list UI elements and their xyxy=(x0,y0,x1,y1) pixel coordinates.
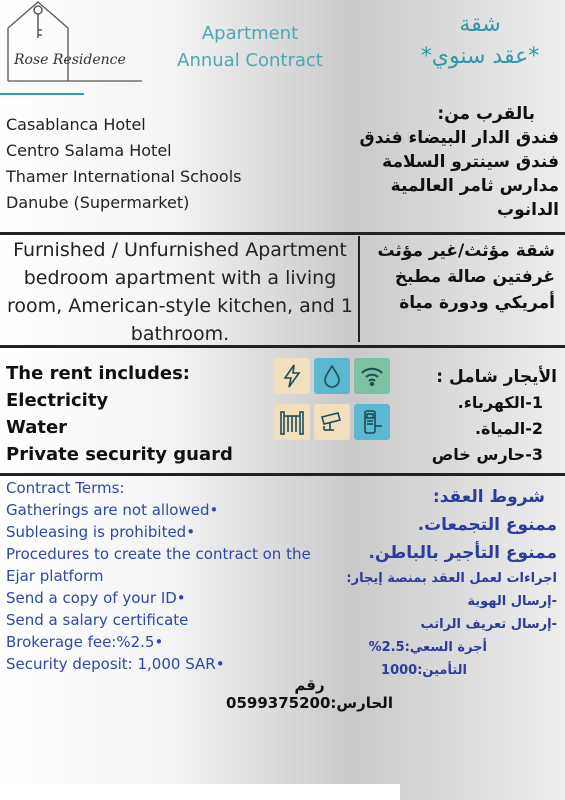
nearby-item-ar: فندق الدار البيضاء فندق xyxy=(359,128,559,148)
apartment-line: bedroom apartment with a living xyxy=(23,267,337,289)
terms-item: Send a salary certificate xyxy=(6,611,189,629)
logo-frame xyxy=(6,0,144,82)
guard-phone: رقم الحارس:0599375200 xyxy=(226,676,393,712)
nearby-item: Centro Salama Hotel xyxy=(6,141,172,160)
nearby-item: Danube (Supermarket) xyxy=(6,193,190,212)
bottom-strip xyxy=(0,784,400,800)
rent-item: Electricity xyxy=(6,390,109,411)
gate-icon xyxy=(274,404,310,440)
rent-heading-ar: الأيجار شامل : xyxy=(436,367,557,387)
apartment-description-ar xyxy=(345,238,555,316)
title-ar-line2: *عقد سنوي* xyxy=(420,44,540,69)
apartment-line: room, American-style kitchen, and 1 xyxy=(6,295,353,317)
rent-item: Private security guard xyxy=(6,444,233,465)
terms-item-ar: التأمين:1000 xyxy=(381,663,467,678)
terms-item: Brokerage fee:%2.5• xyxy=(6,633,164,651)
terms-heading: Contract Terms: xyxy=(6,479,125,497)
apartment-line: bathroom. xyxy=(130,323,230,345)
rent-item-ar: 1-الكهرباء. xyxy=(457,393,543,412)
rent-includes-ar xyxy=(417,364,557,468)
logo-text: Rose Residence xyxy=(14,52,126,68)
terms-item: Send a copy of your ID• xyxy=(6,589,186,607)
terms-heading-ar: شروط العقد: xyxy=(432,487,545,507)
wifi-icon xyxy=(354,358,390,394)
rent-heading: The rent includes: xyxy=(6,363,190,384)
terms-item-ar: ممنوع التأجير بالباطن. xyxy=(368,543,557,563)
divider xyxy=(0,473,565,476)
title-ar-line1: شقة xyxy=(459,12,501,37)
rent-item: Water xyxy=(6,417,68,438)
terms-item: Gatherings are not allowed• xyxy=(6,501,219,519)
nearby-item-ar: الدانوب xyxy=(497,200,559,220)
nearby-item: Casablanca Hotel xyxy=(6,115,146,134)
title-en-line1: Apartment xyxy=(201,23,299,44)
nearby-item-ar: مدارس ثامر العالمية xyxy=(390,176,559,196)
nearby-item: Thamer International Schools xyxy=(6,167,242,186)
rent-item-ar: 3-حارس خاص xyxy=(431,445,543,464)
terms-item-ar: ممنوع التجمعات. xyxy=(417,515,557,535)
apartment-line: Furnished / Unfurnished Apartment xyxy=(13,239,347,261)
terms-item: Procedures to create the contract on the xyxy=(6,545,311,563)
apartment-line-ar: شقة مؤثث/غير مؤثث xyxy=(377,241,555,261)
title-en xyxy=(150,20,350,74)
terms-item-ar: اجراءات لعمل العقد بمنصة إيجار: xyxy=(346,571,557,586)
logo-underline xyxy=(0,93,84,95)
title-en-line2: Annual Contract xyxy=(177,50,323,71)
nearby-heading-ar: بالقرب من: xyxy=(437,104,535,124)
contract-terms-ar xyxy=(327,483,557,682)
terms-item-ar: -إرسال تعريف الراتب xyxy=(420,617,557,632)
terms-item: Security deposit: 1,000 SAR• xyxy=(6,655,225,673)
terms-item: Ejar platform xyxy=(6,567,104,585)
nearby-item-ar: فندق سينترو السلامة xyxy=(382,152,559,172)
security-camera-icon xyxy=(314,404,350,440)
terms-item: Subleasing is prohibited• xyxy=(6,523,196,541)
door-lock-icon xyxy=(354,404,390,440)
divider xyxy=(0,232,565,235)
terms-item-ar: أجرة السعي:2.5% xyxy=(368,640,487,655)
terms-item-ar: -إرسال الهوية xyxy=(467,594,557,609)
lightning-icon xyxy=(274,358,310,394)
key-icon xyxy=(34,6,42,38)
apartment-description-en xyxy=(4,236,356,348)
apartment-line-ar: غرفتين صالة مطبخ xyxy=(394,267,555,287)
nearby-list-ar xyxy=(309,102,559,222)
nearby-list-en xyxy=(6,112,306,216)
apartment-line-ar: أمريكي ودورة مياة xyxy=(399,293,555,313)
rent-item-ar: 2-المياة. xyxy=(474,419,543,438)
rent-includes-en xyxy=(6,360,256,468)
contract-terms-en xyxy=(6,477,326,675)
water-drop-icon xyxy=(314,358,350,394)
divider xyxy=(0,345,565,348)
